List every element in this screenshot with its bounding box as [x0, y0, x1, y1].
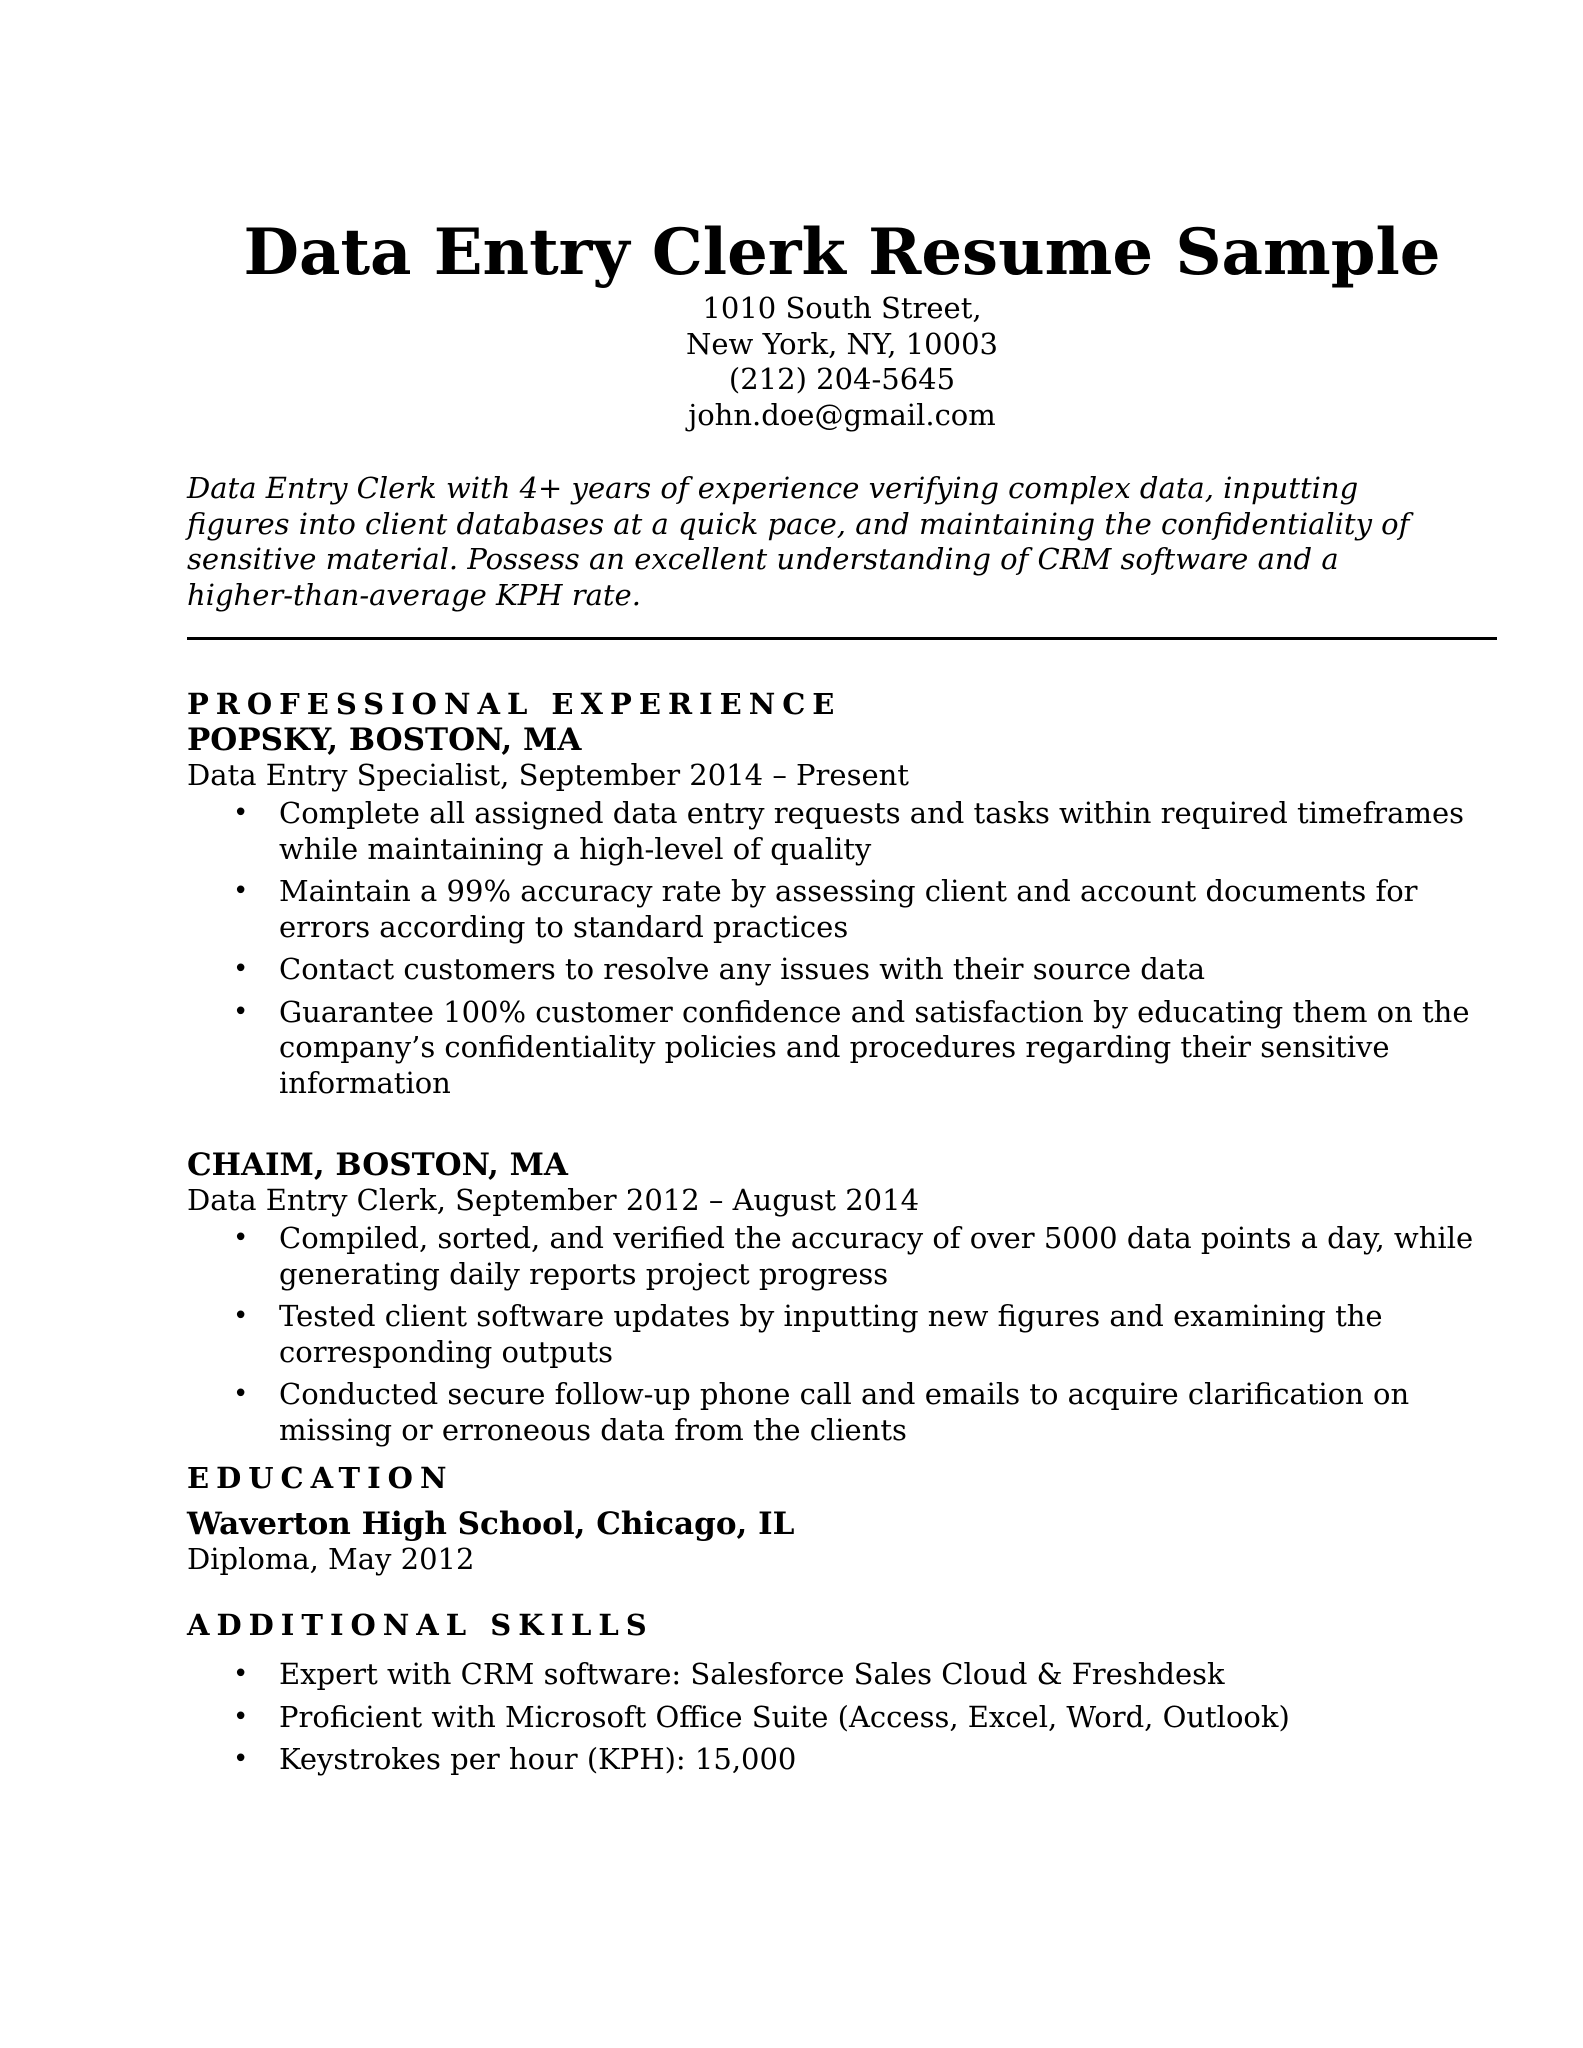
skill-text: Expert with CRM software: Salesforce Sales Cloud & Freshdesk — [279, 1657, 1225, 1691]
bullet-text: Contact customers to resolve any issues with their source data — [279, 952, 1206, 986]
bullet-icon: • — [233, 1744, 249, 1774]
skills-list — [187, 1657, 1497, 1778]
professional-summary: Data Entry Clerk with 4+ years of experience verifying complex data, inputting figures into client databases at a quick pace, and maintaining the confidentiality of sensitive material. Possess an excellent understanding of CRM software and a higher-than-average KPH rate. — [187, 471, 1410, 612]
list-item — [187, 1299, 1497, 1370]
bullet-icon: • — [233, 798, 249, 828]
address-line-1: 1010 South Street, — [702, 291, 982, 325]
job-company: POPSKY, BOSTON, MA — [187, 722, 582, 758]
list-item — [187, 874, 1497, 945]
list-item — [187, 1657, 1497, 1693]
list-item — [187, 1742, 1497, 1778]
job-entry-popsky — [187, 722, 1497, 1101]
job-role: Data Entry Clerk, September 2012 – August 2014 — [187, 1183, 920, 1217]
bullet-icon: • — [233, 954, 249, 984]
resume-title: Data Entry Clerk Resume Sample — [243, 215, 1441, 290]
header-divider — [187, 637, 1497, 640]
job-bullets — [187, 796, 1497, 1101]
education-degree: Diploma, May 2012 — [187, 1542, 475, 1576]
bullet-text: Maintain a 99% accuracy rate by assessing client and account documents for errors according to standard practices — [279, 874, 1418, 944]
list-item — [187, 952, 1497, 988]
job-bullets — [187, 1221, 1497, 1448]
job-role: Data Entry Specialist, September 2014 – Present — [187, 758, 909, 792]
bullet-text: Tested client software updates by inputting new figures and examining the corresponding outputs — [279, 1299, 1383, 1369]
phone-number: (212) 204-5645 — [728, 362, 956, 396]
bullet-text: Complete all assigned data entry requests and tasks within required timeframes while maintaining a high-level of quality — [279, 796, 1465, 866]
bullet-icon: • — [233, 1379, 249, 1409]
list-item — [187, 1221, 1497, 1292]
job-company: CHAIM, BOSTON, MA — [187, 1147, 568, 1183]
section-heading-skills: ADDITIONAL SKILLS — [187, 1608, 654, 1642]
bullet-icon: • — [233, 876, 249, 906]
skill-text: Proficient with Microsoft Office Suite (Access, Excel, Word, Outlook) — [279, 1699, 1290, 1734]
list-item — [187, 796, 1497, 867]
list-item — [187, 995, 1497, 1102]
bullet-icon: • — [233, 1301, 249, 1331]
bullet-icon: • — [233, 1701, 249, 1732]
bullet-text: Conducted secure follow-up phone call and emails to acquire clarification on missing or erroneous data from the clients — [279, 1377, 1410, 1447]
address-line-2: New York, NY, 10003 — [685, 326, 998, 361]
list-item — [187, 1700, 1497, 1736]
education-school: Waverton High School, Chicago, IL — [187, 1506, 795, 1542]
skill-text: Keystrokes per hour (KPH): 15,000 — [279, 1742, 797, 1776]
job-entry-chaim — [187, 1147, 1497, 1448]
email-address: john.doe@gmail.com — [688, 397, 996, 432]
bullet-text: Compiled, sorted, and verified the accuracy of over 5000 data points a day, while generating daily reports project progress — [279, 1221, 1474, 1291]
resume-page — [187, 215, 1497, 1785]
section-heading-experience: PROFESSIONAL EXPERIENCE — [187, 687, 842, 721]
bullet-icon: • — [233, 1223, 249, 1253]
list-item — [187, 1377, 1497, 1448]
bullet-text: Guarantee 100% customer confidence and satisfaction by educating them on the company’s confidentiality policies and procedures regarding their sensitive information — [279, 994, 1470, 1100]
bullet-icon: • — [233, 1659, 249, 1689]
section-heading-education: EDUCATION — [187, 1461, 454, 1495]
bullet-icon: • — [233, 996, 249, 1027]
